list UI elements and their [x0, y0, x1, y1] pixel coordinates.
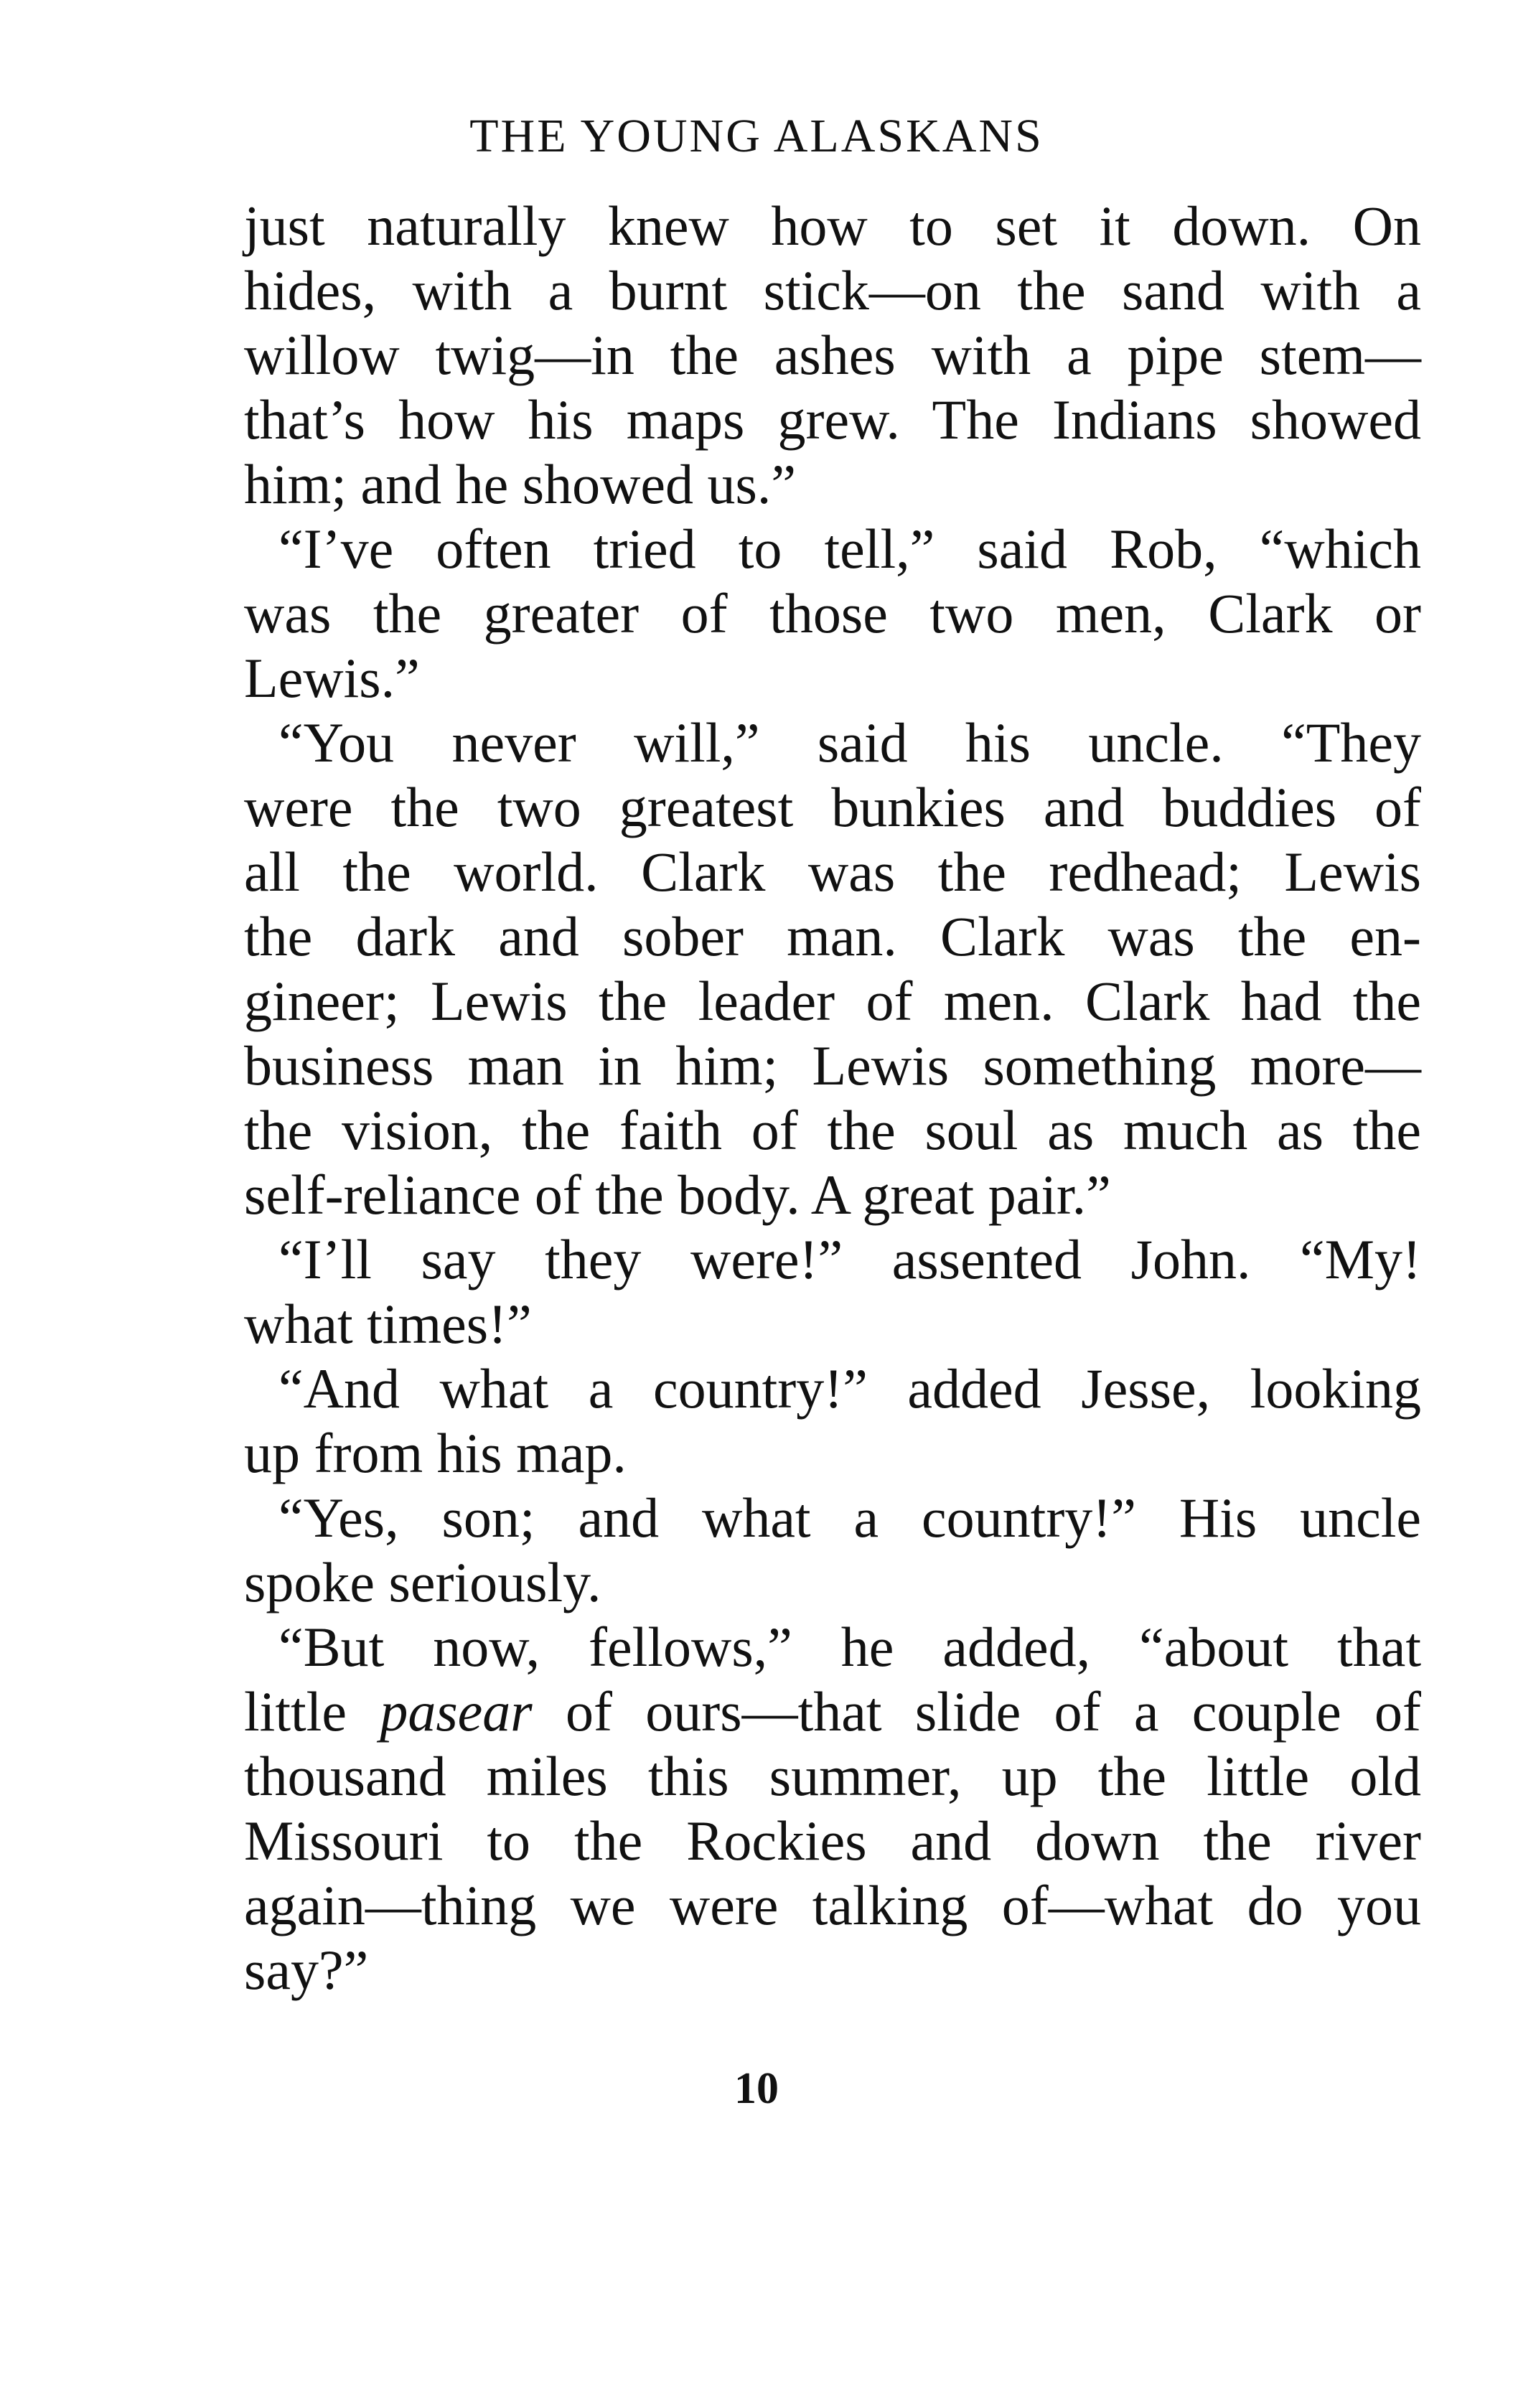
text-line: “You never will,” said his uncle. “They: [278, 711, 1421, 774]
text-line: all the world. Clark was the redhead; Lewis: [244, 840, 1421, 903]
text-line: what times!”: [244, 1293, 532, 1355]
body-text: [244, 194, 1421, 2002]
text-line: gineer; Lewis the leader of men. Clark had the: [244, 970, 1421, 1032]
text-line: self-reliance of the body. A great pair.”: [244, 1163, 1111, 1226]
text-fragment: little: [244, 1680, 380, 1743]
text-line: business man in him; Lewis something more—: [244, 1034, 1421, 1097]
text-line: Lewis.”: [244, 647, 420, 709]
text-line: hides, with a burnt stick—on the sand with a: [244, 259, 1421, 322]
running-head: THE YOUNG ALASKANS: [469, 110, 1044, 162]
text-line: willow twig—in the ashes with a pipe stem—: [244, 324, 1421, 386]
text-line: thousand miles this summer, up the little old: [244, 1745, 1421, 1807]
text-line-with-italic: [244, 1679, 1421, 1744]
text-line: up from his map.: [244, 1422, 627, 1484]
text-line: “I’ve often tried to tell,” said Rob, “which: [278, 517, 1421, 580]
text-line: spoke seriously.: [244, 1551, 601, 1613]
text-line: “Yes, son; and what a country!” His uncle: [278, 1486, 1421, 1549]
page-number: 10: [734, 2064, 779, 2113]
text-line: was the greater of those two men, Clark or: [244, 582, 1421, 645]
text-line: that’s how his maps grew. The Indians showed: [244, 388, 1421, 451]
text-line: the vision, the faith of the soul as much as the: [244, 1099, 1421, 1161]
text-line: “And what a country!” added Jesse, looking: [278, 1357, 1421, 1420]
text-line: just naturally knew how to set it down. On: [244, 195, 1421, 257]
text-fragment: of ours—that slide of a couple of: [532, 1680, 1422, 1743]
text-line: “I’ll say they were!” assented John. “My!: [278, 1228, 1421, 1290]
text-line: were the two greatest bunkies and buddies of: [244, 776, 1421, 838]
text-line: again—thing we were talking of—what do you: [244, 1874, 1421, 1936]
text-line: Missouri to the Rockies and down the river: [244, 1809, 1421, 1872]
text-line: say?”: [244, 1939, 369, 2001]
text-line: the dark and sober man. Clark was the en-: [244, 905, 1421, 968]
text-line: “But now, fellows,” he added, “about that: [278, 1616, 1421, 1678]
italic-word: pasear: [380, 1680, 533, 1743]
text-line: him; and he showed us.”: [244, 453, 797, 515]
